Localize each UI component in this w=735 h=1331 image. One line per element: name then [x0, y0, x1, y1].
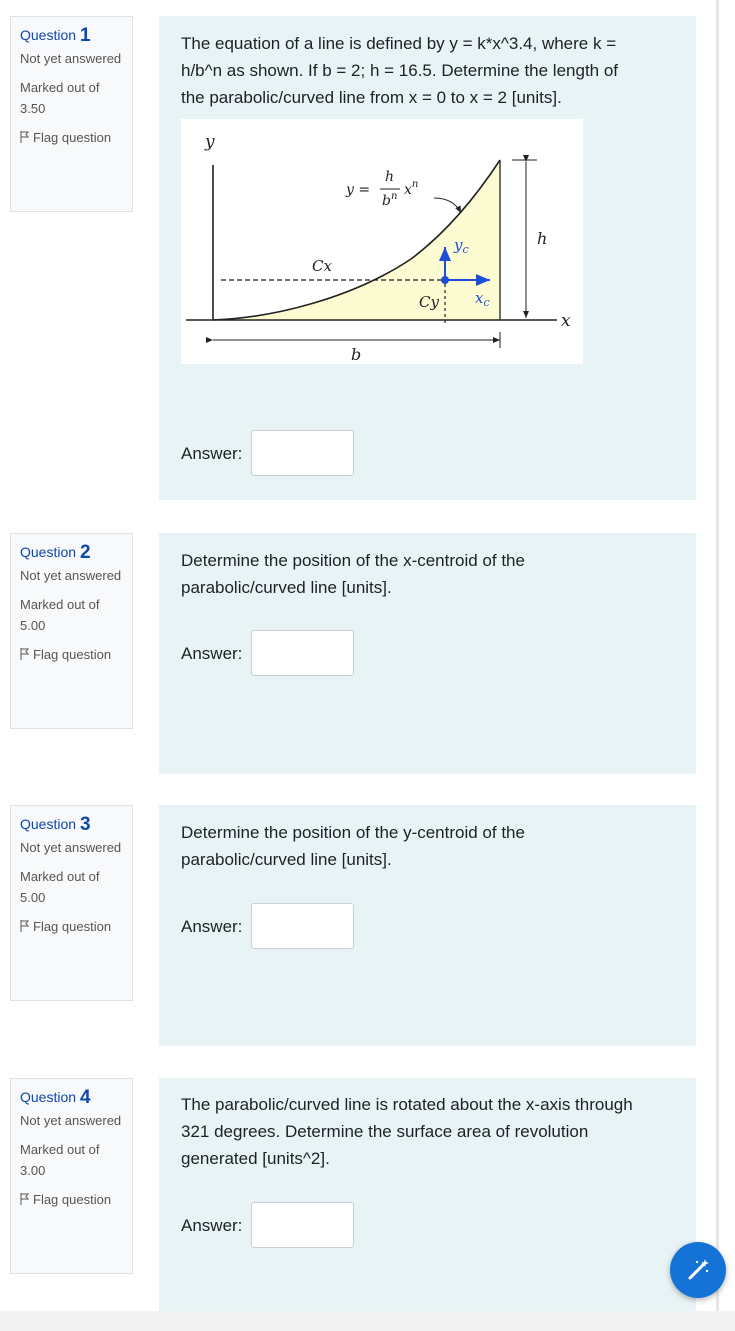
bottom-bar	[0, 1311, 735, 1331]
page-scroll-rail	[716, 0, 719, 1311]
flag-icon	[20, 920, 30, 932]
equation-numerator: h	[385, 169, 395, 185]
question-marks: Marked out of 5.00	[20, 869, 100, 905]
question-state: Not yet answered	[20, 568, 122, 583]
curve-diagram	[181, 119, 583, 364]
yc-label: $y_c$	[454, 236, 469, 256]
question-state: Not yet answered	[20, 1113, 122, 1128]
question-number: Question 2	[20, 542, 91, 563]
question-text: Determine the position of the y-centroid of the parabolic/curved line [units].	[181, 823, 525, 869]
equation-lhs: y =	[346, 182, 371, 198]
flag-icon	[20, 131, 30, 143]
question-content-4	[159, 1078, 696, 1311]
question-marks: Marked out of 3.50	[20, 80, 100, 116]
question-content-1	[159, 16, 696, 500]
question-number: Question 3	[20, 814, 91, 835]
flag-question-button[interactable]: Flag question	[20, 127, 123, 148]
question-text: The parabolic/curved line is rotated about the x-axis through 321 degrees. Determine the surface area of revolution generated [units^2].	[181, 1095, 633, 1168]
flag-question-button[interactable]: Flag question	[20, 1189, 123, 1210]
answer-input[interactable]	[251, 1202, 354, 1248]
question-number: Question 4	[20, 1087, 91, 1108]
h-label: h	[537, 229, 548, 248]
question-content-3	[159, 805, 696, 1046]
question-info-3	[10, 805, 133, 1001]
cy-label: Cy	[419, 293, 439, 311]
curve-diagram-svg	[181, 119, 583, 364]
question-state: Not yet answered	[20, 51, 122, 66]
answer-input[interactable]	[251, 430, 354, 476]
answer-label: Answer:	[181, 917, 243, 936]
question-info-2	[10, 533, 133, 729]
question-text: The equation of a line is defined by y = k*x^3.4, where k = h/b^n as shown. If b = 2; h = 16.5. Determine the length of the parabolic/curved line from x = 0 to x = 2 [units].	[181, 34, 619, 107]
question-state: Not yet answered	[20, 840, 122, 855]
answer-label: Answer:	[181, 444, 243, 463]
answer-label: Answer:	[181, 1216, 243, 1235]
magic-wand-button[interactable]	[670, 1242, 726, 1298]
question-marks: Marked out of 3.00	[20, 1142, 100, 1178]
y-axis-label: y	[205, 132, 215, 152]
flag-icon	[20, 1193, 30, 1205]
x-axis-label: x	[561, 311, 571, 331]
magic-wand-icon	[684, 1256, 712, 1284]
equation-denominator: $b^n$	[382, 191, 398, 209]
answer-label: Answer:	[181, 644, 243, 663]
question-info-4	[10, 1078, 133, 1274]
flag-icon	[20, 648, 30, 660]
answer-input[interactable]	[251, 903, 354, 949]
centroid-point	[441, 276, 449, 284]
flag-question-button[interactable]: Flag question	[20, 644, 123, 665]
question-number: Question 1	[20, 25, 91, 46]
b-label: b	[351, 345, 362, 364]
question-marks: Marked out of 5.00	[20, 597, 100, 633]
question-content-2	[159, 533, 696, 774]
answer-input[interactable]	[251, 630, 354, 676]
cx-label: Cx	[312, 257, 332, 275]
equation-x: $x^n$	[404, 179, 419, 198]
question-text: Determine the position of the x-centroid of the parabolic/curved line [units].	[181, 551, 525, 597]
question-info-1	[10, 16, 133, 212]
xc-label: $x_c$	[475, 289, 490, 309]
flag-question-button[interactable]: Flag question	[20, 916, 123, 937]
